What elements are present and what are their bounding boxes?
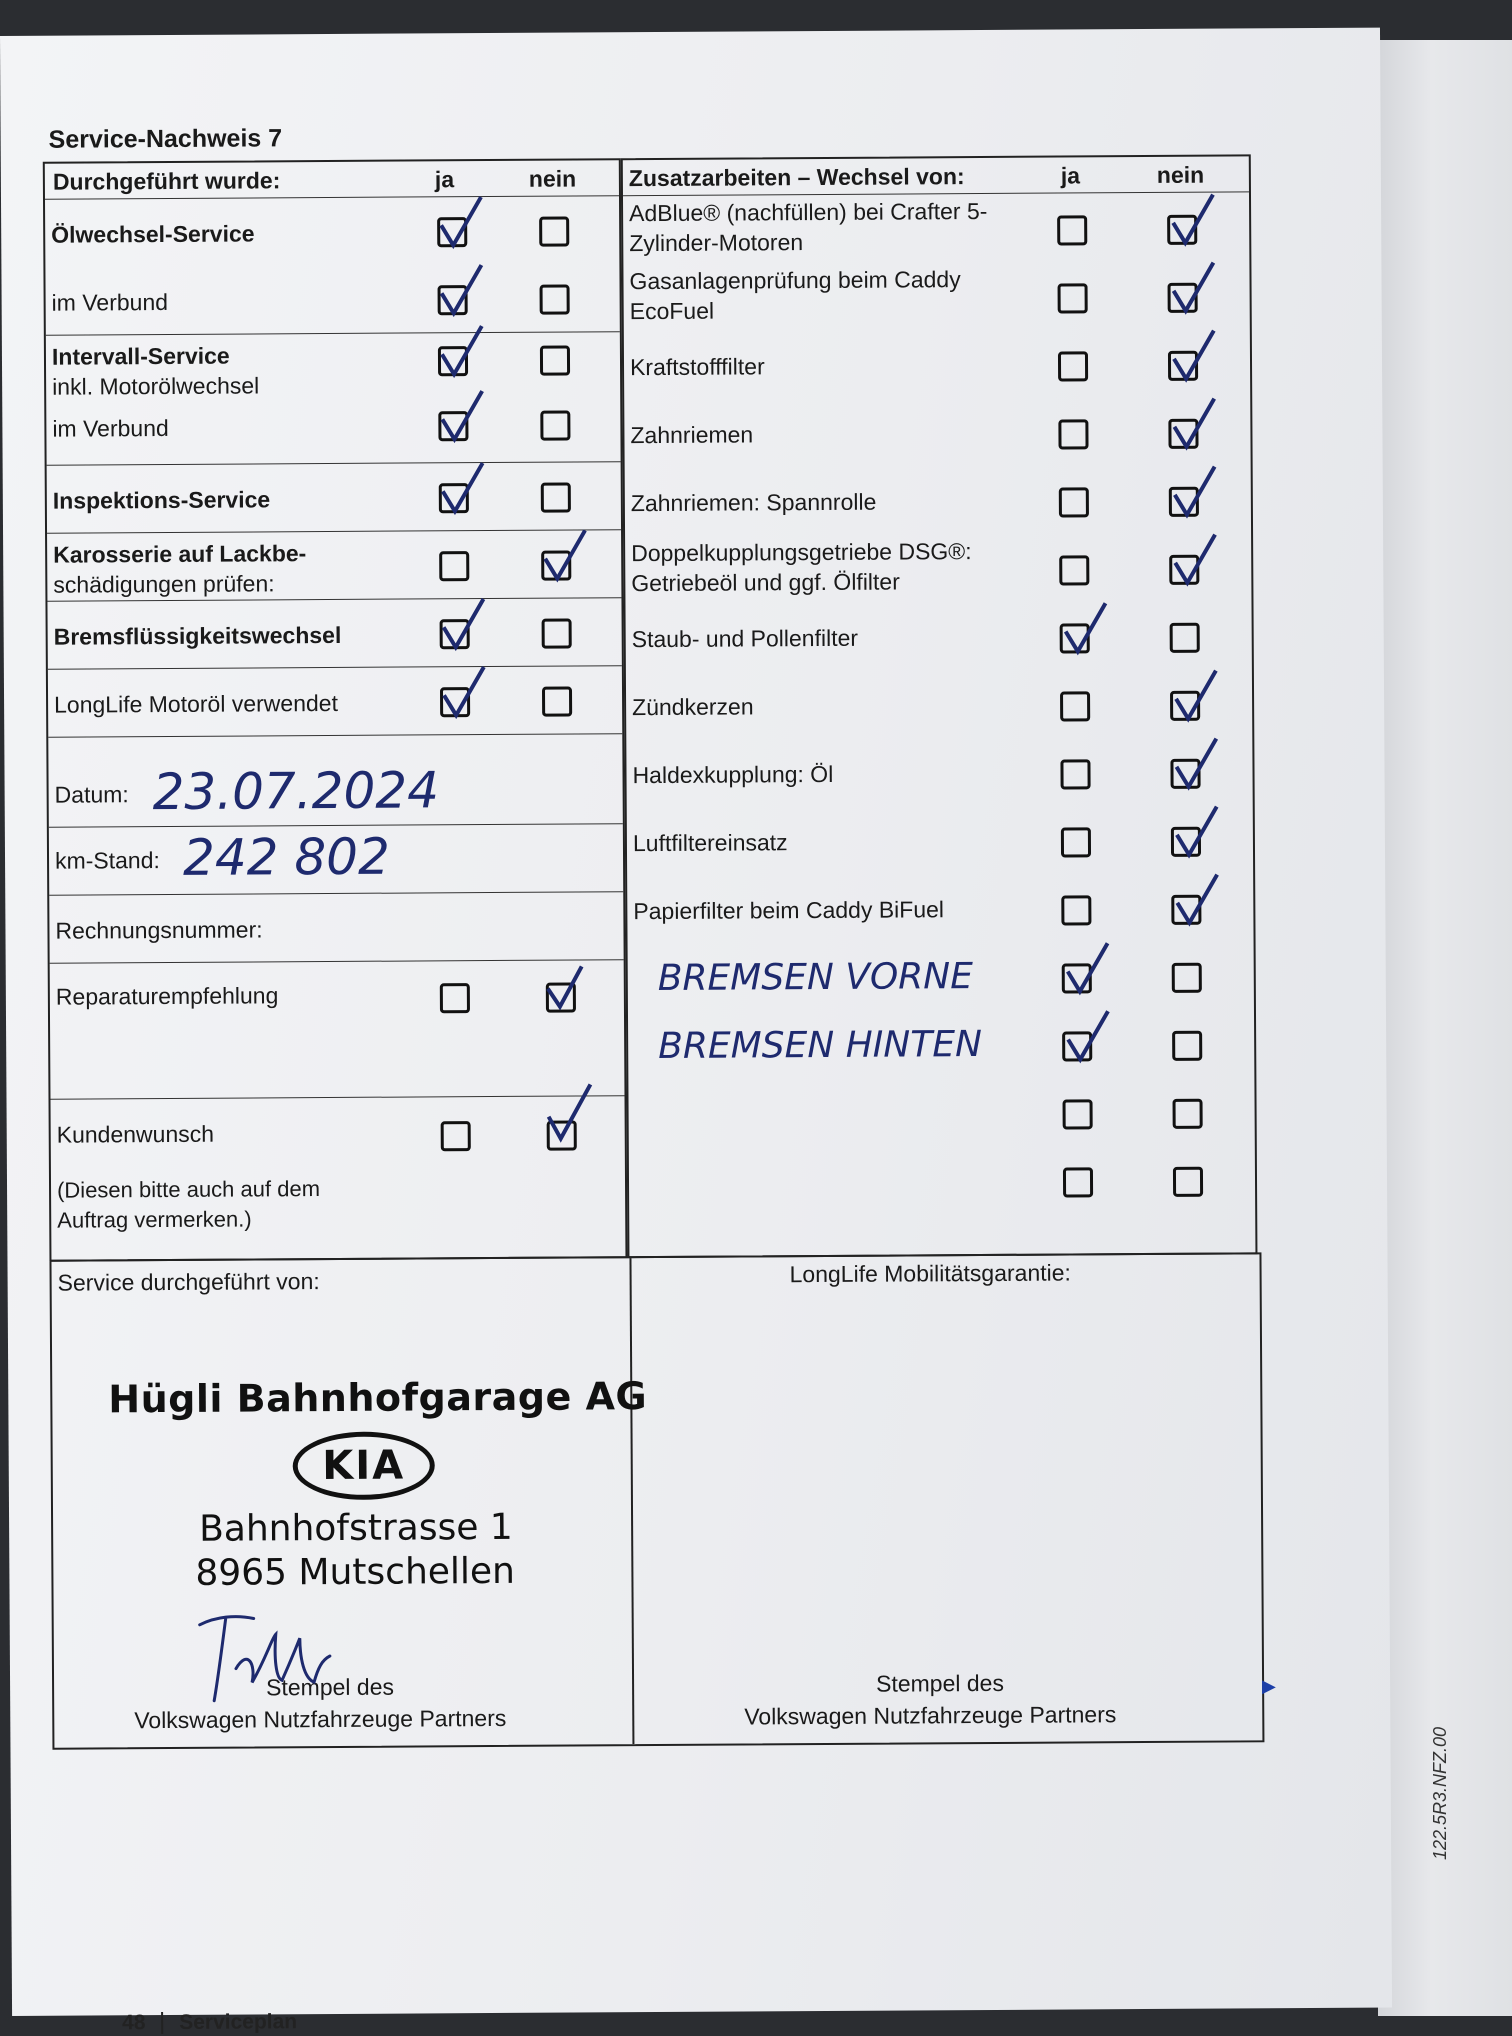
left-header-row: [45, 160, 619, 200]
left-row: [47, 530, 621, 602]
right-row: [626, 668, 1252, 740]
left-row-label: Ölwechsel-Service: [51, 220, 255, 248]
kundenwunsch-note1: (Diesen bitte auch auf dem: [56, 1176, 321, 1203]
datum-row: [48, 756, 622, 828]
rechnung-label: Rechnungsnummer:: [55, 916, 263, 944]
right-row: [624, 328, 1250, 400]
left-row-label: LongLife Motoröl verwendet: [54, 689, 339, 718]
right-row-sublabel: Getriebeöl und ggf. Ölfilter: [631, 568, 900, 597]
right-row-ja-checkbox[interactable]: [1059, 555, 1089, 585]
left-row: [48, 666, 622, 738]
stamp-divider: [629, 1258, 634, 1744]
service-by-label: Service durchgeführt von:: [57, 1268, 320, 1296]
right-row: [625, 464, 1251, 536]
page-edge: [1378, 40, 1512, 2016]
kundenwunsch-ja-checkbox[interactable]: [441, 1121, 471, 1151]
left-row-ja-checkbox[interactable]: [438, 411, 468, 441]
page-footer: [122, 2010, 297, 2035]
right-row-label: Luftfiltereinsatz: [632, 829, 788, 857]
left-row-ja-checkbox[interactable]: [438, 346, 468, 376]
right-row: [628, 940, 1254, 1012]
right-row-nein-checkbox[interactable]: [1170, 759, 1200, 789]
stamp-caption-left-2: Volkswagen Nutzfahrzeuge Partners: [134, 1704, 507, 1734]
right-row-nein-checkbox[interactable]: [1171, 827, 1201, 857]
right-row: [629, 1144, 1255, 1216]
left-row-label: im Verbund: [52, 414, 169, 442]
right-row-nein-checkbox[interactable]: [1173, 1099, 1203, 1129]
right-row-nein-checkbox[interactable]: [1168, 351, 1198, 381]
right-row: [627, 804, 1253, 876]
left-row-nein-checkbox[interactable]: [539, 217, 569, 247]
reparatur-ja-checkbox[interactable]: [440, 983, 470, 1013]
right-header-ja: ja: [1060, 162, 1081, 189]
right-row-nein-checkbox[interactable]: [1170, 623, 1200, 653]
left-row-sublabel: schädigungen prüfen:: [53, 570, 275, 598]
right-row: [627, 872, 1253, 944]
right-row-nein-checkbox[interactable]: [1173, 1167, 1203, 1197]
right-row-ja-checkbox[interactable]: [1063, 1099, 1093, 1129]
kundenwunsch-label: Kundenwunsch: [56, 1120, 215, 1148]
right-row-nein-checkbox[interactable]: [1168, 283, 1198, 313]
right-row-label: Zahnriemen: [630, 421, 754, 449]
left-row-ja-checkbox[interactable]: [439, 551, 469, 581]
left-row-sublabel: inkl. Motorölwechsel: [52, 372, 260, 400]
right-row: [623, 260, 1249, 332]
rechnung-row: [49, 892, 623, 964]
right-row-label: Haldexkupplung: Öl: [632, 760, 834, 789]
right-row-ja-checkbox[interactable]: [1062, 1031, 1092, 1061]
right-row-label: Papierfilter beim Caddy BiFuel: [633, 896, 945, 925]
right-row: [628, 1008, 1254, 1080]
right-row: [624, 396, 1250, 468]
right-row-sublabel: EcoFuel: [629, 297, 715, 325]
kia-logo: KIA: [293, 1431, 435, 1500]
right-row-sublabel: Zylinder-Motoren: [629, 229, 804, 257]
right-row: [623, 192, 1249, 264]
right-header-nein: nein: [1156, 161, 1205, 188]
stamp-caption-right-1: Stempel des: [876, 1669, 1005, 1697]
right-row-ja-checkbox[interactable]: [1061, 895, 1091, 925]
kundenwunsch-nein-checkbox[interactable]: [547, 1120, 577, 1150]
datum-label: Datum:: [54, 781, 129, 808]
reparatur-label: Reparaturempfehlung: [55, 982, 279, 1010]
left-row-nein-checkbox[interactable]: [541, 483, 571, 513]
right-row-nein-checkbox[interactable]: [1169, 555, 1199, 585]
km-row: [49, 824, 623, 896]
left-row-ja-checkbox[interactable]: [438, 285, 468, 315]
left-row-ja-checkbox[interactable]: [437, 217, 467, 247]
right-header-label: Zusatzarbeiten – Wechsel von:: [628, 163, 965, 192]
kundenwunsch-row: [50, 1096, 625, 1262]
left-row-nein-checkbox[interactable]: [540, 346, 570, 376]
left-row-label: Bremsflüssigkeitswechsel: [53, 621, 342, 650]
left-header-ja: ja: [434, 166, 455, 193]
km-label: km-Stand:: [54, 847, 160, 874]
right-row-ja-checkbox[interactable]: [1062, 963, 1092, 993]
left-row-label: im Verbund: [51, 288, 169, 316]
right-row-nein-checkbox[interactable]: [1168, 419, 1198, 449]
left-row: [47, 598, 621, 670]
left-row-nein-checkbox[interactable]: [540, 411, 570, 441]
right-row-handwritten-label: BREMSEN VORNE: [657, 956, 974, 999]
signature-icon: [196, 1608, 347, 1709]
right-row-ja-checkbox[interactable]: [1060, 691, 1090, 721]
kundenwunsch-note2: Auftrag vermerken.): [57, 1206, 252, 1233]
stamp-caption-right-2: Volkswagen Nutzfahrzeuge Partners: [744, 1701, 1117, 1730]
left-row-nein-checkbox[interactable]: [540, 285, 570, 315]
right-row-ja-checkbox[interactable]: [1060, 759, 1090, 789]
left-row: [46, 332, 620, 400]
right-row-label: Zündkerzen: [632, 693, 754, 721]
next-page-arrow-icon: ▶: [1262, 1676, 1276, 1696]
right-row-nein-checkbox[interactable]: [1169, 487, 1199, 517]
left-row-label: Intervall-Service: [51, 342, 230, 370]
right-row-label: Staub- und Pollenfilter: [631, 624, 859, 653]
left-row-ja-checkbox[interactable]: [439, 483, 469, 513]
right-header-row: [623, 156, 1249, 196]
stamp-city: 8965 Mutschellen: [195, 1550, 516, 1594]
footer-section: Serviceplan: [179, 2010, 298, 2034]
footer-page-number: 48: [122, 2011, 146, 2035]
left-header-nein: nein: [528, 165, 577, 192]
right-row-ja-checkbox[interactable]: [1057, 215, 1087, 245]
left-row-nein-checkbox[interactable]: [542, 619, 572, 649]
right-row: [626, 736, 1252, 808]
right-row-ja-checkbox[interactable]: [1058, 419, 1088, 449]
longlife-label: LongLife Mobilitätsgarantie:: [789, 1259, 1071, 1288]
right-row: [625, 600, 1251, 672]
page-title: Service-Nachweis 7: [48, 124, 283, 154]
left-row-ja-checkbox[interactable]: [440, 619, 470, 649]
right-row: [625, 532, 1251, 604]
left-row: [47, 462, 621, 534]
document-page: [0, 28, 1392, 2035]
right-row-ja-checkbox[interactable]: [1060, 623, 1090, 653]
right-row-nein-checkbox[interactable]: [1171, 895, 1201, 925]
stamp-company-name: Hügli Bahnhofgarage AG: [108, 1374, 648, 1422]
reparatur-nein-checkbox[interactable]: [546, 983, 576, 1013]
right-row-ja-checkbox[interactable]: [1063, 1167, 1093, 1197]
right-row-nein-checkbox[interactable]: [1172, 1031, 1202, 1061]
right-row-nein-checkbox[interactable]: [1167, 215, 1197, 245]
right-row-ja-checkbox[interactable]: [1058, 283, 1088, 313]
right-row-ja-checkbox[interactable]: [1058, 351, 1088, 381]
right-row-ja-checkbox[interactable]: [1059, 487, 1089, 517]
right-checklist: [621, 154, 1258, 1258]
right-row-label: AdBlue® (nachfüllen) bei Crafter 5-: [629, 197, 988, 227]
right-row-label: Doppelkupplungsgetriebe DSG®:: [631, 538, 972, 567]
left-row: [45, 264, 619, 336]
footer-divider: [161, 2012, 163, 2034]
right-row-nein-checkbox[interactable]: [1172, 963, 1202, 993]
stamp-caption-left-1: Stempel des: [266, 1673, 395, 1701]
right-row-handwritten-label: BREMSEN HINTEN: [658, 1024, 983, 1067]
right-row-label: Zahnriemen: Spannrolle: [630, 488, 877, 517]
left-row: [46, 386, 620, 466]
left-checklist: [43, 158, 628, 1262]
left-row-label: Karosserie auf Lackbe-: [53, 540, 307, 568]
left-row-nein-checkbox[interactable]: [541, 551, 571, 581]
left-header-label: Durchgeführt wurde:: [52, 167, 281, 195]
km-value: 242 802: [182, 827, 390, 887]
stamp-street: Bahnhofstrasse 1: [199, 1506, 513, 1550]
left-row: [45, 196, 619, 268]
right-row-nein-checkbox[interactable]: [1170, 691, 1200, 721]
reparatur-row: [50, 960, 625, 1100]
left-row-nein-checkbox[interactable]: [542, 687, 572, 717]
document-code: 122.5R3.NFZ.00: [1430, 1726, 1450, 1860]
right-row-label: Gasanlagenprüfung beim Caddy: [629, 266, 961, 295]
left-row-ja-checkbox[interactable]: [440, 687, 470, 717]
right-row-label: Kraftstofffilter: [629, 353, 765, 381]
right-row: [628, 1076, 1254, 1148]
right-row-ja-checkbox[interactable]: [1061, 827, 1091, 857]
left-row-label: Inspektions-Service: [52, 486, 271, 514]
datum-value: 23.07.2024: [152, 761, 440, 822]
